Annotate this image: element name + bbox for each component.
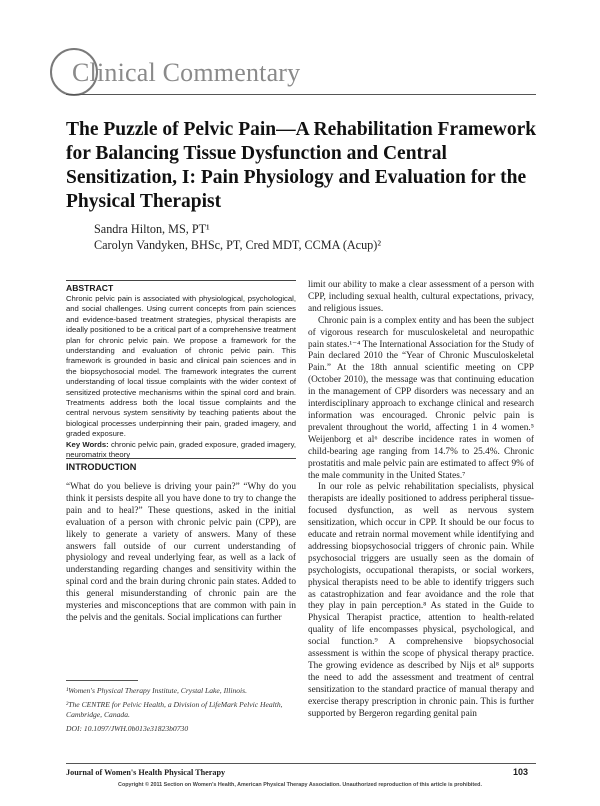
keywords-label: Key Words: <box>66 439 109 449</box>
introduction-rule <box>66 458 296 459</box>
header-rule <box>66 94 536 95</box>
body-paragraph-1: limit our ability to make a clear assessment of a person with CPP, including sexual health, cultural expectations, privacy, and religious issues. <box>308 280 534 314</box>
footnote-affiliation-1: ¹Women's Physical Therapy Institute, Crystal Lake, Illinois. <box>66 686 248 695</box>
footnote-doi: DOI: 10.1097/JWH.0b013e31823b0730 <box>66 724 189 733</box>
abstract-heading: ABSTRACT <box>66 283 114 293</box>
article-title: The Puzzle of Pelvic Pain—A Rehabilitation Framework for Balancing Tissue Dysfunction and Central Sensitization, I: Pain Physiology and Evaluation for the Physical Therapist <box>66 119 537 212</box>
keywords: chronic pelvic pain, graded exposure, graded imagery, neuromatrix theory <box>66 439 297 460</box>
body-paragraph-3: In our role as pelvic rehabilitation specialists, physical therapists are ideally positioned to address peripheral tissue-focused dysfunction, as well as nervous system sensitization, which occur in CPP. It should be our focus to educate and retrain normal movement while identifying and addressing biopsychosocial triggers of chronic pain. While psychosocial triggers are usually seen as the domain of psychologists, occupational therapists, or social workers, physical therapists need to be able to identify triggers such as catastrophization and fear avoidance and the role that they play in pain perception.⁸ As stated in the Guide to Physical Therapist practice, attention to health-related quality of life encompasses physical, psychological, and social function.⁹ A comprehensive biopsychosocial assessment is within the scope of physical therapy practice. The growing evidence as described by Nijs et al⁸ supports the need to add the assessment and treatment of central sensitization to the standard practice of manual therapy and exercise therapy prescription in chronic pain. This is further supported by Bergeron regarding genital pain <box>308 482 534 719</box>
page-number: 103 <box>513 767 529 777</box>
footer-rule <box>66 763 536 764</box>
introduction-paragraph: “What do you believe is driving your pain?” “Why do you think it persists despite all you have done to try to change the pain and to heal?” These questions, asked in the initial evaluation of a person with chronic pelvic pain (CPP), are likely to generate a variety of answers. Many of these answers fall outside of our current understanding of physiology and reveal underlying fear, as well as a lack of understanding regarding changes and sensitivity within the spinal cord and the brain during chronic pain states. Added to this general misunderstanding of chronic pain are the mysteries and misconceptions that are common with pain in the pelvis and the genitals. Social implications can further <box>66 482 296 623</box>
abstract-body: Chronic pelvic pain is associated with physiological, psychological, and social challenges. Using current concepts from pain sciences and evidence-based treatment strategies, physical therapists are ideally positioned to be a critical part of a comprehensive treatment plan for chronic pelvic pain. We propose a framework for the understanding and evaluation of chronic pelvic pain. This framework is grounded in basic and clinical pain sciences and in the biopsychosocial model. The framework integrates the current understanding of local tissue complaints with the wider context of sensitized protective mechanisms within the spinal cord and brain. Treatments address both the local tissue complaints and the central nervous system sensitivity by teaching patients about the biological processes underpinning their pain, graded imagery, and graded exposure. <box>66 294 296 439</box>
copyright-notice: Copyright © 2011 Section on Women's Health, American Physical Therapy Association. Unauthorized reproduction of this article is prohibited. <box>118 782 482 788</box>
journal-name: Journal of Women's Health Physical Therapy <box>66 768 226 777</box>
author-2: Carolyn Vandyken, BHSc, PT, Cred MDT, CCMA (Acup)² <box>94 238 381 252</box>
body-paragraph-2: Chronic pain is a complex entity and has been the subject of vigorous research for musculoskeletal and neuropathic pain states.¹⁻⁴ The International Association for the Study of Pain declared 2010 the “Year of Chronic Musculoskeletal Pain.” At the 18th annual scientific meeting on CPP (October 2010), the message was that continuing education in the management of CPP disorders was necessary and an interdisciplinary approach to exchange clinical and research information was encouraged. Chronic pelvic pain is prevalent throughout the world, affecting 1 in 4 women.⁵ Weijenborg et al⁶ describe incidence rates in women of child-bearing age ranging from 14.7% to 25.4%. Chronic prostatitis and male pelvic pain are estimated to affect 9% of the male community in the United States.⁷ <box>308 315 534 481</box>
footnote-affiliation-2: ²The CENTRE for Pelvic Health, a Division of LifeMark Pelvic Health, Cambridge, Canada. <box>66 700 283 719</box>
right-column <box>308 280 534 721</box>
section-label: Clinical Commentary <box>72 58 301 87</box>
author-1: Sandra Hilton, MS, PT¹ <box>94 222 210 236</box>
footnote-rule <box>66 680 138 681</box>
abstract <box>66 280 296 461</box>
abstract-text <box>66 294 296 461</box>
introduction-column <box>66 482 296 625</box>
introduction-heading: INTRODUCTION <box>66 462 137 472</box>
